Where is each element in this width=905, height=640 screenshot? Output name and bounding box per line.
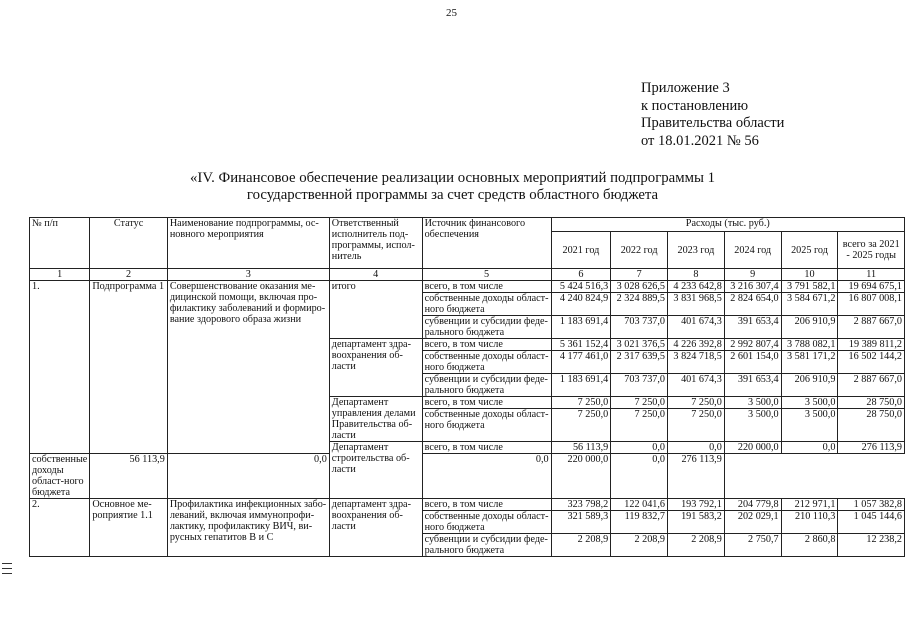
header-expenses: Расходы (тыс. руб.) <box>551 218 904 232</box>
source-cell: субвенции и субсидии феде-рального бюджета <box>422 374 551 397</box>
source-cell: собственные доходы област-ного бюджета <box>422 351 551 374</box>
value-cell: 19 389 811,2 <box>838 339 905 351</box>
value-cell: 323 798,2 <box>551 499 611 511</box>
value-cell: 16 807 008,1 <box>838 293 905 316</box>
row-number: 1. <box>30 281 90 454</box>
value-cell: 276 113,9 <box>838 442 905 454</box>
value-cell: 0,0 <box>167 454 329 499</box>
value-cell: 276 113,9 <box>668 454 725 499</box>
value-cell: 0,0 <box>668 442 725 454</box>
col-number: 3 <box>167 269 329 281</box>
value-cell: 4 177 461,0 <box>551 351 611 374</box>
value-cell: 401 674,3 <box>668 316 725 339</box>
value-cell: 391 653,4 <box>724 316 781 339</box>
value-cell: 3 791 582,1 <box>781 281 838 293</box>
col-number: 8 <box>668 269 725 281</box>
value-cell: 3 028 626,5 <box>611 281 668 293</box>
value-cell: 2 317 639,5 <box>611 351 668 374</box>
value-cell: 7 250,0 <box>668 397 725 409</box>
value-cell: 2 860,8 <box>781 534 838 557</box>
program-name-cell: Совершенствование оказания ме-дицинской помощи, включая про-филактику заболеваний и формиро-вание здорового образа жизни <box>167 281 329 454</box>
col-number: 2 <box>90 269 168 281</box>
appendix-line-1: Приложение 3 <box>641 80 730 96</box>
col-number: 5 <box>422 269 551 281</box>
value-cell: 3 216 307,4 <box>724 281 781 293</box>
value-cell: 119 832,7 <box>611 511 668 534</box>
value-cell: 321 589,3 <box>551 511 611 534</box>
value-cell: 2 887 667,0 <box>838 316 905 339</box>
header-total: всего за 2021 - 2025 годы <box>838 232 905 269</box>
value-cell: 1 045 144,6 <box>838 511 905 534</box>
col-number: 10 <box>781 269 838 281</box>
value-cell: 703 737,0 <box>611 374 668 397</box>
value-cell: 204 779,8 <box>724 499 781 511</box>
value-cell: 2 208,9 <box>551 534 611 557</box>
col-number: 4 <box>329 269 422 281</box>
header-2021: 2021 год <box>551 232 611 269</box>
value-cell: 206 910,9 <box>781 316 838 339</box>
col-number: 9 <box>724 269 781 281</box>
source-cell: собственные доходы област-ного бюджета <box>422 511 551 534</box>
value-cell: 210 110,3 <box>781 511 838 534</box>
executor-cell: департамент здра-воохранения об-ласти <box>329 339 422 397</box>
value-cell: 3 581 171,2 <box>781 351 838 374</box>
executor-cell: Департамент управления делами Правительства об-ласти <box>329 397 422 442</box>
value-cell: 7 250,0 <box>668 409 725 442</box>
col-number: 1 <box>30 269 90 281</box>
value-cell: 7 250,0 <box>611 397 668 409</box>
value-cell: 220 000,0 <box>551 454 611 499</box>
program-name-cell: Профилактика инфекционных забо-леваний, включая иммунопрофи-лактику, профилактику ВИЧ, ви-русных гепатитов В и С <box>167 499 329 557</box>
value-cell: 2 601 154,0 <box>724 351 781 374</box>
header-name: Наименование подпрограммы, ос-новного мероприятия <box>167 218 329 269</box>
value-cell: 206 910,9 <box>781 374 838 397</box>
value-cell: 3 500,0 <box>724 409 781 442</box>
value-cell: 2 324 889,5 <box>611 293 668 316</box>
value-cell: 3 824 718,5 <box>668 351 725 374</box>
status-cell: Подпрограмма 1 <box>90 281 168 454</box>
executor-cell: итого <box>329 281 422 339</box>
financing-table <box>29 217 905 557</box>
value-cell: 4 233 642,8 <box>668 281 725 293</box>
value-cell: 1 183 691,4 <box>551 374 611 397</box>
margin-mark <box>2 563 12 578</box>
value-cell: 28 750,0 <box>838 409 905 442</box>
appendix-line-4: от 18.01.2021 № 56 <box>641 132 759 149</box>
value-cell: 0,0 <box>422 454 551 499</box>
value-cell: 703 737,0 <box>611 316 668 339</box>
value-cell: 391 653,4 <box>724 374 781 397</box>
source-cell: собственные доходы област-ного бюджета <box>422 409 551 442</box>
value-cell: 193 792,1 <box>668 499 725 511</box>
value-cell: 3 500,0 <box>724 397 781 409</box>
source-cell: собственные доходы област-ного бюджета <box>30 454 90 499</box>
page-number: 25 <box>446 7 457 19</box>
value-cell: 0,0 <box>611 442 668 454</box>
header-status: Статус <box>90 218 168 269</box>
executor-cell: департамент здра-воохранения об-ласти <box>329 499 422 557</box>
value-cell: 191 583,2 <box>668 511 725 534</box>
value-cell: 3 021 376,5 <box>611 339 668 351</box>
value-cell: 56 113,9 <box>90 454 168 499</box>
value-cell: 28 750,0 <box>838 397 905 409</box>
value-cell: 4 226 392,8 <box>668 339 725 351</box>
source-cell: всего, в том числе <box>422 442 551 454</box>
value-cell: 220 000,0 <box>724 442 781 454</box>
value-cell: 7 250,0 <box>551 409 611 442</box>
value-cell: 16 502 144,2 <box>838 351 905 374</box>
source-cell: всего, в том числе <box>422 339 551 351</box>
header-num: № п/п <box>30 218 90 269</box>
value-cell: 3 584 671,2 <box>781 293 838 316</box>
header-2022: 2022 год <box>611 232 668 269</box>
value-cell: 1 057 382,8 <box>838 499 905 511</box>
value-cell: 212 971,1 <box>781 499 838 511</box>
appendix-line-3: Правительства области <box>641 115 785 131</box>
value-cell: 5 424 516,3 <box>551 281 611 293</box>
header-2024: 2024 год <box>724 232 781 269</box>
value-cell: 1 183 691,4 <box>551 316 611 339</box>
value-cell: 401 674,3 <box>668 374 725 397</box>
title-line-2: государственной программы за счет средств областного бюджета <box>246 187 659 203</box>
value-cell: 122 041,6 <box>611 499 668 511</box>
value-cell: 19 694 675,1 <box>838 281 905 293</box>
header-2025: 2025 год <box>781 232 838 269</box>
value-cell: 4 240 824,9 <box>551 293 611 316</box>
header-2023: 2023 год <box>668 232 725 269</box>
value-cell: 2 208,9 <box>611 534 668 557</box>
header-executor: Ответственный исполнитель под-программы, испол-нитель <box>329 218 422 269</box>
value-cell: 3 831 968,5 <box>668 293 725 316</box>
value-cell: 2 887 667,0 <box>838 374 905 397</box>
document-title <box>150 170 755 204</box>
value-cell: 2 750,7 <box>724 534 781 557</box>
value-cell: 2 208,9 <box>668 534 725 557</box>
value-cell: 0,0 <box>611 454 668 499</box>
value-cell: 3 500,0 <box>781 409 838 442</box>
appendix-header <box>641 80 784 150</box>
source-cell: субвенции и субсидии феде-рального бюджета <box>422 534 551 557</box>
col-number: 11 <box>838 269 905 281</box>
value-cell: 56 113,9 <box>551 442 611 454</box>
value-cell: 3 500,0 <box>781 397 838 409</box>
value-cell: 3 788 082,1 <box>781 339 838 351</box>
source-cell: всего, в том числе <box>422 499 551 511</box>
row-number: 2. <box>30 499 90 557</box>
title-line-1: «IV. Финансовое обеспечение реализации основных мероприятий подпрограммы 1 <box>190 170 715 186</box>
col-number: 6 <box>551 269 611 281</box>
value-cell: 7 250,0 <box>551 397 611 409</box>
column-number-row <box>30 269 905 281</box>
header-source: Источник финансового обеспечения <box>422 218 551 269</box>
value-cell: 7 250,0 <box>611 409 668 442</box>
value-cell: 0,0 <box>781 442 838 454</box>
value-cell: 2 824 654,0 <box>724 293 781 316</box>
table-row <box>30 454 905 499</box>
value-cell: 202 029,1 <box>724 511 781 534</box>
col-number: 7 <box>611 269 668 281</box>
appendix-line-2: к постановлению <box>641 97 749 114</box>
source-cell: всего, в том числе <box>422 281 551 293</box>
executor-cell: Департамент строительства об-ласти <box>329 442 422 499</box>
value-cell: 5 361 152,4 <box>551 339 611 351</box>
source-cell: собственные доходы област-ного бюджета <box>422 293 551 316</box>
value-cell: 2 992 807,4 <box>724 339 781 351</box>
table-row <box>30 281 905 293</box>
table-body <box>30 281 905 557</box>
source-cell: субвенции и субсидии феде-рального бюджета <box>422 316 551 339</box>
table-row <box>30 499 905 511</box>
status-cell: Основное ме-роприятие 1.1 <box>90 499 168 557</box>
value-cell: 12 238,2 <box>838 534 905 557</box>
source-cell: всего, в том числе <box>422 397 551 409</box>
